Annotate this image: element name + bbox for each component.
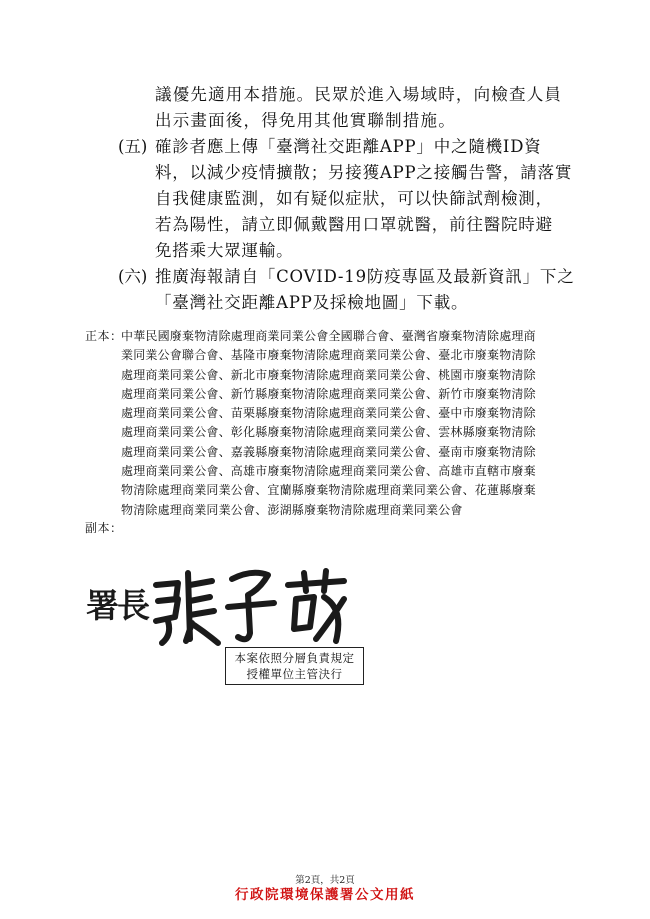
stamp-line: 本案依照分層負責規定 (234, 651, 355, 665)
text-line: 出示畫面後，得免用其他實聯制措施。 (155, 111, 456, 130)
recipient-line: 處理商業同業公會、彰化縣廢棄物清除處理商業同業公會、雲林縣廢棄物清除 (121, 425, 536, 440)
recipient-line: 處理商業同業公會、高雄市廢棄物清除處理商業同業公會、高雄市直轄市廢棄 (121, 464, 536, 479)
text-line: 若為陽性，請立即佩戴醫用口罩就醫，前往醫院時避 (155, 215, 553, 234)
item-number-5: (五) (118, 137, 148, 156)
item-text-5 (155, 134, 585, 264)
text-line: 推廣海報請自「COVID-19防疫專區及最新資訊」下之 (155, 267, 575, 286)
recipient-line: 處理商業同業公會、新北市廢棄物清除處理商業同業公會、桃園市廢棄物清除 (121, 367, 536, 382)
recipient-line: 處理商業同業公會、新竹縣廢棄物清除處理商業同業公會、新竹市廢棄物清除 (121, 386, 536, 401)
main-recipients-label: 正本： (85, 329, 123, 343)
text-line: 自我健康監測，如有疑似症狀，可以快篩試劑檢測， (155, 189, 553, 208)
recipient-line: 處理商業同業公會、嘉義縣廢棄物清除處理商業同業公會、臺南市廢棄物清除 (121, 444, 536, 459)
main-recipients-list (121, 327, 581, 520)
recipient-line: 物清除處理商業同業公會、宜蘭縣廢棄物清除處理商業同業公會、花蓮縣廢棄 (121, 483, 536, 498)
item-text-6 (155, 264, 585, 316)
recipient-line: 業同業公會聯合會、基隆市廢棄物清除處理商業同業公會、臺北市廢棄物清除 (121, 348, 536, 363)
text-line: 議優先適用本措施。民眾於進入場域時，向檢查人員 (155, 85, 563, 104)
copy-recipients-label: 副本： (85, 521, 123, 535)
signature-title: 署長 (86, 586, 148, 625)
page-number: 第2頁，共2頁 (295, 875, 355, 886)
text-line: 料，以減少疫情擴散；另接獲APP之接觸告警，請落實 (155, 163, 573, 182)
recipient-line: 處理商業同業公會、苗栗縣廢棄物清除處理商業同業公會、臺中市廢棄物清除 (121, 406, 536, 421)
item-number-6: (六) (118, 267, 148, 286)
stamp-line: 授權單位主管決行 (246, 667, 343, 681)
delegation-stamp (225, 647, 364, 685)
text-line: 確診者應上傳「臺灣社交距離APP」中之隨機ID資 (155, 137, 542, 156)
handwritten-signature (148, 555, 358, 650)
continuation-paragraph (155, 82, 585, 134)
recipient-line: 物清除處理商業同業公會、澎湖縣廢棄物清除處理商業同業公會 (121, 502, 463, 517)
footer-letterhead: 行政院環境保護署公文用紙 (235, 887, 415, 903)
text-line: 免搭乘大眾運輸。 (155, 241, 294, 260)
recipient-line: 中華民國廢棄物清除處理商業同業公會全國聯合會、臺灣省廢棄物清除處理商 (121, 329, 536, 343)
text-line: 「臺灣社交距離APP及採檢地圖」下載。 (155, 293, 469, 312)
